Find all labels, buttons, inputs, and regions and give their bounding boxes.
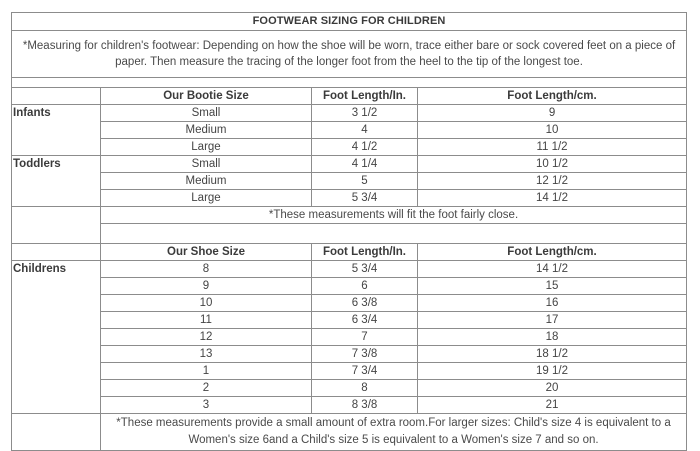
note-blank-cell — [12, 207, 101, 244]
length-in-cell: 4 1/2 — [312, 139, 418, 156]
length-in-cell: 7 — [312, 329, 418, 346]
table-row — [12, 139, 687, 156]
length-cm-cell: 17 — [418, 312, 687, 329]
table-row — [12, 190, 687, 207]
length-in-cell: 8 — [312, 380, 418, 397]
table-row — [12, 122, 687, 139]
foot-length-in-header: Foot Length/In. — [312, 244, 418, 261]
foot-length-cm-header: Foot Length/cm. — [418, 244, 687, 261]
table-row — [12, 329, 687, 346]
length-cm-cell: 20 — [418, 380, 687, 397]
length-cm-cell: 10 1/2 — [418, 156, 687, 173]
length-cm-cell: 16 — [418, 295, 687, 312]
length-in-cell: 5 3/4 — [312, 190, 418, 207]
title-row — [12, 13, 687, 31]
bootie-header-row — [12, 88, 687, 105]
length-cm-cell: 21 — [418, 397, 687, 414]
foot-length-in-header: Foot Length/In. — [312, 88, 418, 105]
size-cell: 10 — [101, 295, 312, 312]
length-cm-cell: 14 1/2 — [418, 261, 687, 278]
larger-sizes-note: *These measurements provide a small amount of extra room.For larger sizes: Child's size 4 is equivalent to a Women's size 6and a Child's size 5 is equivalent to a Women's size 7 and so on. — [101, 414, 687, 451]
size-cell: 8 — [101, 261, 312, 278]
table-row — [12, 261, 687, 278]
length-cm-cell: 18 1/2 — [418, 346, 687, 363]
length-cm-cell: 19 1/2 — [418, 363, 687, 380]
size-cell: Medium — [101, 122, 312, 139]
group-header-blank — [12, 88, 101, 105]
table-row — [12, 346, 687, 363]
group-header-blank — [12, 244, 101, 261]
shoe-size-header: Our Shoe Size — [101, 244, 312, 261]
measuring-instructions: *Measuring for children's footwear: Depending on how the shoe will be worn, trace either bare or sock covered feet on a piece of paper. Then measure the tracing of the longer foot from the heel to the tip of the longest toe. — [12, 31, 687, 78]
length-cm-cell: 9 — [418, 105, 687, 122]
table-row — [12, 278, 687, 295]
length-in-cell: 4 — [312, 122, 418, 139]
length-in-cell: 7 3/4 — [312, 363, 418, 380]
length-cm-cell: 15 — [418, 278, 687, 295]
size-cell: Large — [101, 139, 312, 156]
size-cell: Large — [101, 190, 312, 207]
table-row — [12, 295, 687, 312]
table-row — [12, 173, 687, 190]
length-in-cell: 4 1/4 — [312, 156, 418, 173]
length-cm-cell: 18 — [418, 329, 687, 346]
size-cell: 9 — [101, 278, 312, 295]
spacer-row — [12, 224, 687, 244]
size-cell: Small — [101, 105, 312, 122]
spacer — [101, 224, 687, 244]
table-row — [12, 380, 687, 397]
length-cm-cell: 11 1/2 — [418, 139, 687, 156]
table-row — [12, 397, 687, 414]
shoe-note-row — [12, 414, 687, 451]
length-in-cell: 8 3/8 — [312, 397, 418, 414]
bootie-size-header: Our Bootie Size — [101, 88, 312, 105]
table-row — [12, 312, 687, 329]
length-in-cell: 6 3/8 — [312, 295, 418, 312]
size-cell: Small — [101, 156, 312, 173]
length-in-cell: 5 — [312, 173, 418, 190]
intro-row — [12, 31, 687, 78]
table-row — [12, 156, 687, 173]
note-blank-cell — [12, 414, 101, 451]
size-cell: 13 — [101, 346, 312, 363]
group-label-childrens: Childrens — [12, 261, 101, 414]
spacer — [12, 78, 687, 88]
length-in-cell: 6 — [312, 278, 418, 295]
table-row — [12, 105, 687, 122]
size-cell: 1 — [101, 363, 312, 380]
group-label-infants: Infants — [12, 105, 101, 156]
size-cell: 11 — [101, 312, 312, 329]
size-cell: 2 — [101, 380, 312, 397]
size-cell: 12 — [101, 329, 312, 346]
length-in-cell: 6 3/4 — [312, 312, 418, 329]
length-cm-cell: 14 1/2 — [418, 190, 687, 207]
length-cm-cell: 10 — [418, 122, 687, 139]
sizing-table — [11, 12, 687, 451]
shoe-header-row — [12, 244, 687, 261]
size-cell: Medium — [101, 173, 312, 190]
group-label-toddlers: Toddlers — [12, 156, 101, 207]
length-in-cell: 3 1/2 — [312, 105, 418, 122]
chart-title: FOOTWEAR SIZING FOR CHILDREN — [12, 13, 687, 31]
foot-length-cm-header: Foot Length/cm. — [418, 88, 687, 105]
length-cm-cell: 12 1/2 — [418, 173, 687, 190]
sizing-chart — [11, 12, 686, 451]
bootie-note-row — [12, 207, 687, 224]
size-cell: 3 — [101, 397, 312, 414]
length-in-cell: 7 3/8 — [312, 346, 418, 363]
bootie-fit-note: *These measurements will fit the foot fairly close. — [101, 207, 687, 224]
spacer-row — [12, 78, 687, 88]
length-in-cell: 5 3/4 — [312, 261, 418, 278]
table-row — [12, 363, 687, 380]
